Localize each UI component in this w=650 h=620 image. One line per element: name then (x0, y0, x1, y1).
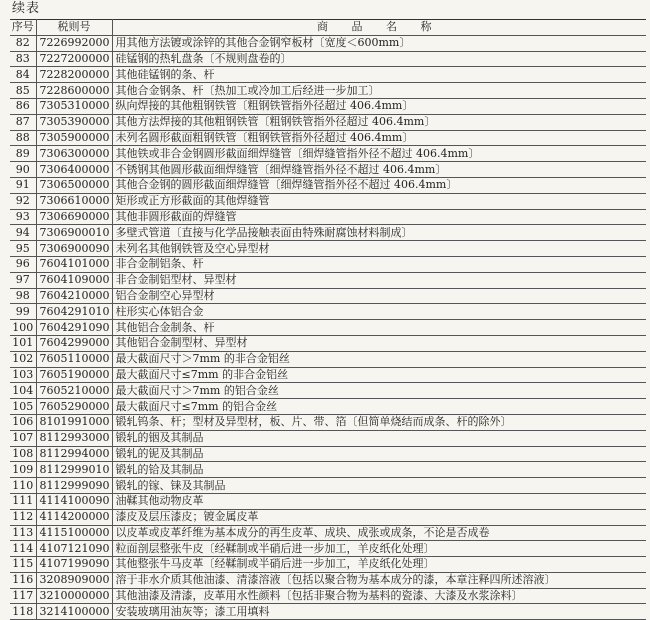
table-row (10, 35, 646, 51)
row-seq: 114 (10, 541, 36, 557)
row-name: 非合金制铝型材、异型材 (112, 272, 646, 288)
table-row (10, 51, 646, 67)
row-name: 用其他方法镀或涂锌的其他合金钢窄板材〔宽度＜600mm〕 (112, 35, 646, 51)
row-seq: 117 (10, 588, 36, 604)
row-name: 铝合金制空心异型材 (112, 288, 646, 304)
row-name: 溶于非水介质其他油漆、清漆溶液〔包括以聚合物为基本成分的漆，本章注释四所述溶液〕 (112, 572, 646, 588)
row-name: 以皮革或皮革纤维为基本成分的再生皮革、成块、成张或成条，不论是否成卷 (112, 525, 646, 541)
table-row (10, 478, 646, 494)
row-seq: 107 (10, 430, 36, 446)
row-code: 7305900000 (36, 130, 112, 146)
row-seq: 89 (10, 146, 36, 162)
row-seq: 105 (10, 399, 36, 415)
table-row (10, 162, 646, 178)
row-code: 7305390000 (36, 114, 112, 130)
row-code: 8112999090 (36, 478, 112, 494)
row-seq: 102 (10, 351, 36, 367)
row-code: 7604291090 (36, 320, 112, 336)
row-code: 8112993000 (36, 430, 112, 446)
row-name: 最大截面尺寸≤7mm 的铝合金丝 (112, 399, 646, 415)
row-seq: 88 (10, 130, 36, 146)
row-code: 7306900090 (36, 241, 112, 257)
row-code: 7604101000 (36, 256, 112, 272)
table-row (10, 146, 646, 162)
row-name: 非合金制铝条、杆 (112, 256, 646, 272)
row-name: 不锈钢其他圆形截面细焊缝管〔细焊缝管指外径不超过 406.4mm〕 (112, 162, 646, 178)
row-name: 锻轧的铌及其制品 (112, 446, 646, 462)
table-header-row (10, 20, 646, 36)
row-name: 锻轧的镓、铼及其制品 (112, 478, 646, 494)
table-row (10, 557, 646, 573)
row-seq: 100 (10, 320, 36, 336)
row-name: 其他油漆及清漆，皮革用水性颜料〔包括非聚合物为基料的瓷漆、大漆及水浆涂料〕 (112, 588, 646, 604)
row-name: 锻轧的铪及其制品 (112, 462, 646, 478)
row-name: 未列名其他钢铁管及空心异型材 (112, 241, 646, 257)
table-row (10, 572, 646, 588)
row-name: 最大截面尺寸≤7mm 的非合金铝丝 (112, 367, 646, 383)
row-seq: 92 (10, 193, 36, 209)
row-seq: 115 (10, 557, 36, 573)
row-code: 8101991000 (36, 414, 112, 430)
table-row (10, 272, 646, 288)
row-seq: 106 (10, 414, 36, 430)
row-name: 其他铝合金制条、杆 (112, 320, 646, 336)
row-seq: 104 (10, 383, 36, 399)
row-code: 7306500000 (36, 177, 112, 193)
row-code: 7605290000 (36, 399, 112, 415)
row-code: 3214100000 (36, 604, 112, 620)
row-name: 其他合金钢的圆形截面细焊缝管〔细焊缝管指外径不超过 406.4mm〕 (112, 177, 646, 193)
table-row (10, 588, 646, 604)
row-name: 矩形或正方形截面的其他焊缝管 (112, 193, 646, 209)
row-code: 7305310000 (36, 98, 112, 114)
row-code: 7228600000 (36, 83, 112, 99)
header-code: 税则号 (36, 20, 112, 36)
row-seq: 83 (10, 51, 36, 67)
table-body (10, 35, 646, 619)
row-code: 7605210000 (36, 383, 112, 399)
row-name: 多壁式管道〔直接与化学品接触表面由特殊耐腐蚀材料制成〕 (112, 225, 646, 241)
row-seq: 87 (10, 114, 36, 130)
row-name: 其他合金钢条、杆〔热加工或冷加工后经进一步加工〕 (112, 83, 646, 99)
row-code: 3208909000 (36, 572, 112, 588)
row-code: 8112999010 (36, 462, 112, 478)
table-row (10, 509, 646, 525)
row-code: 4107199090 (36, 557, 112, 573)
row-name: 粒面剖层整张牛皮〔经鞣制或半硝后进一步加工，羊皮纸化处理〕 (112, 541, 646, 557)
row-seq: 101 (10, 335, 36, 351)
row-seq: 96 (10, 256, 36, 272)
row-code: 7604291010 (36, 304, 112, 320)
row-code: 7226992000 (36, 35, 112, 51)
table-row (10, 67, 646, 83)
row-seq: 93 (10, 209, 36, 225)
table-row (10, 351, 646, 367)
row-name: 锻轧钨条、杆；型材及异型材，板、片、带、箔〔但简单烧结而成条、杆的除外〕 (112, 414, 646, 430)
row-name: 硅锰钢的热轧盘条〔不规则盘卷的〕 (112, 51, 646, 67)
table-row (10, 304, 646, 320)
row-name: 油鞣其他动物皮革 (112, 493, 646, 509)
row-name: 最大截面尺寸＞7mm 的非合金铝丝 (112, 351, 646, 367)
row-code: 7605110000 (36, 351, 112, 367)
row-seq: 113 (10, 525, 36, 541)
table-row (10, 414, 646, 430)
row-name: 其他整张牛马皮革〔经鞣制或半硝后进一步加工，羊皮纸化处理〕 (112, 557, 646, 573)
row-code: 4114200000 (36, 509, 112, 525)
table-row (10, 367, 646, 383)
table-row (10, 446, 646, 462)
header-seq: 序号 (10, 20, 36, 36)
table-row (10, 241, 646, 257)
table-row (10, 83, 646, 99)
table-row (10, 541, 646, 557)
row-seq: 111 (10, 493, 36, 509)
row-code: 7604210000 (36, 288, 112, 304)
row-seq: 98 (10, 288, 36, 304)
row-seq: 99 (10, 304, 36, 320)
table-row (10, 193, 646, 209)
table-row (10, 130, 646, 146)
table-row (10, 320, 646, 336)
table-row (10, 525, 646, 541)
row-name: 其他非圆形截面的焊缝管 (112, 209, 646, 225)
row-name: 安装玻璃用油灰等；漆工用填料 (112, 604, 646, 620)
table-row (10, 493, 646, 509)
row-seq: 109 (10, 462, 36, 478)
row-code: 4115100000 (36, 525, 112, 541)
table-row (10, 114, 646, 130)
row-code: 7228200000 (36, 67, 112, 83)
row-name: 锻轧的铟及其制品 (112, 430, 646, 446)
table-row (10, 225, 646, 241)
row-name: 未列名圆形截面粗钢铁管〔粗钢铁管指外径超过 406.4mm〕 (112, 130, 646, 146)
row-seq: 118 (10, 604, 36, 620)
row-name: 其他方法焊接的其他粗钢铁管〔粗钢铁管指外径超过 406.4mm〕 (112, 114, 646, 130)
row-seq: 91 (10, 177, 36, 193)
row-seq: 97 (10, 272, 36, 288)
row-seq: 112 (10, 509, 36, 525)
row-name: 漆皮及层压漆皮；镀金属皮革 (112, 509, 646, 525)
table-row (10, 209, 646, 225)
row-code: 7227200000 (36, 51, 112, 67)
header-name: 商 品 名 称 (112, 20, 646, 36)
row-code: 7604299000 (36, 335, 112, 351)
row-name: 其他铝合金制型材、异型材 (112, 335, 646, 351)
table-row (10, 288, 646, 304)
row-seq: 86 (10, 98, 36, 114)
row-code: 7306610000 (36, 193, 112, 209)
table-row (10, 399, 646, 415)
table-row (10, 604, 646, 620)
table-row (10, 177, 646, 193)
row-code: 7306400000 (36, 162, 112, 178)
table-row (10, 98, 646, 114)
row-name: 最大截面尺寸＞7mm 的铝合金丝 (112, 383, 646, 399)
table-row (10, 335, 646, 351)
row-seq: 85 (10, 83, 36, 99)
row-code: 7306690000 (36, 209, 112, 225)
row-name: 其他铁或非合金钢圆形截面细焊缝管〔细焊缝管指外径不超过 406.4mm〕 (112, 146, 646, 162)
row-seq: 90 (10, 162, 36, 178)
row-code: 7306900010 (36, 225, 112, 241)
row-seq: 84 (10, 67, 36, 83)
row-seq: 108 (10, 446, 36, 462)
table-row (10, 383, 646, 399)
row-code: 8112994000 (36, 446, 112, 462)
row-code: 3210000000 (36, 588, 112, 604)
row-code: 7604109000 (36, 272, 112, 288)
row-name: 其他硅锰钢的条、杆 (112, 67, 646, 83)
row-code: 7306300000 (36, 146, 112, 162)
row-seq: 94 (10, 225, 36, 241)
continued-label: 续表 (12, 1, 41, 16)
table-row (10, 256, 646, 272)
table-row (10, 430, 646, 446)
row-code: 4114100090 (36, 493, 112, 509)
row-code: 4107121090 (36, 541, 112, 557)
row-name: 柱形实心体铝合金 (112, 304, 646, 320)
commodity-table (10, 19, 646, 620)
row-seq: 110 (10, 478, 36, 494)
row-seq: 103 (10, 367, 36, 383)
row-seq: 82 (10, 35, 36, 51)
row-seq: 95 (10, 241, 36, 257)
row-seq: 116 (10, 572, 36, 588)
table-row (10, 462, 646, 478)
row-name: 纵向焊接的其他粗钢铁管〔粗钢铁管指外径超过 406.4mm〕 (112, 98, 646, 114)
row-code: 7605190000 (36, 367, 112, 383)
